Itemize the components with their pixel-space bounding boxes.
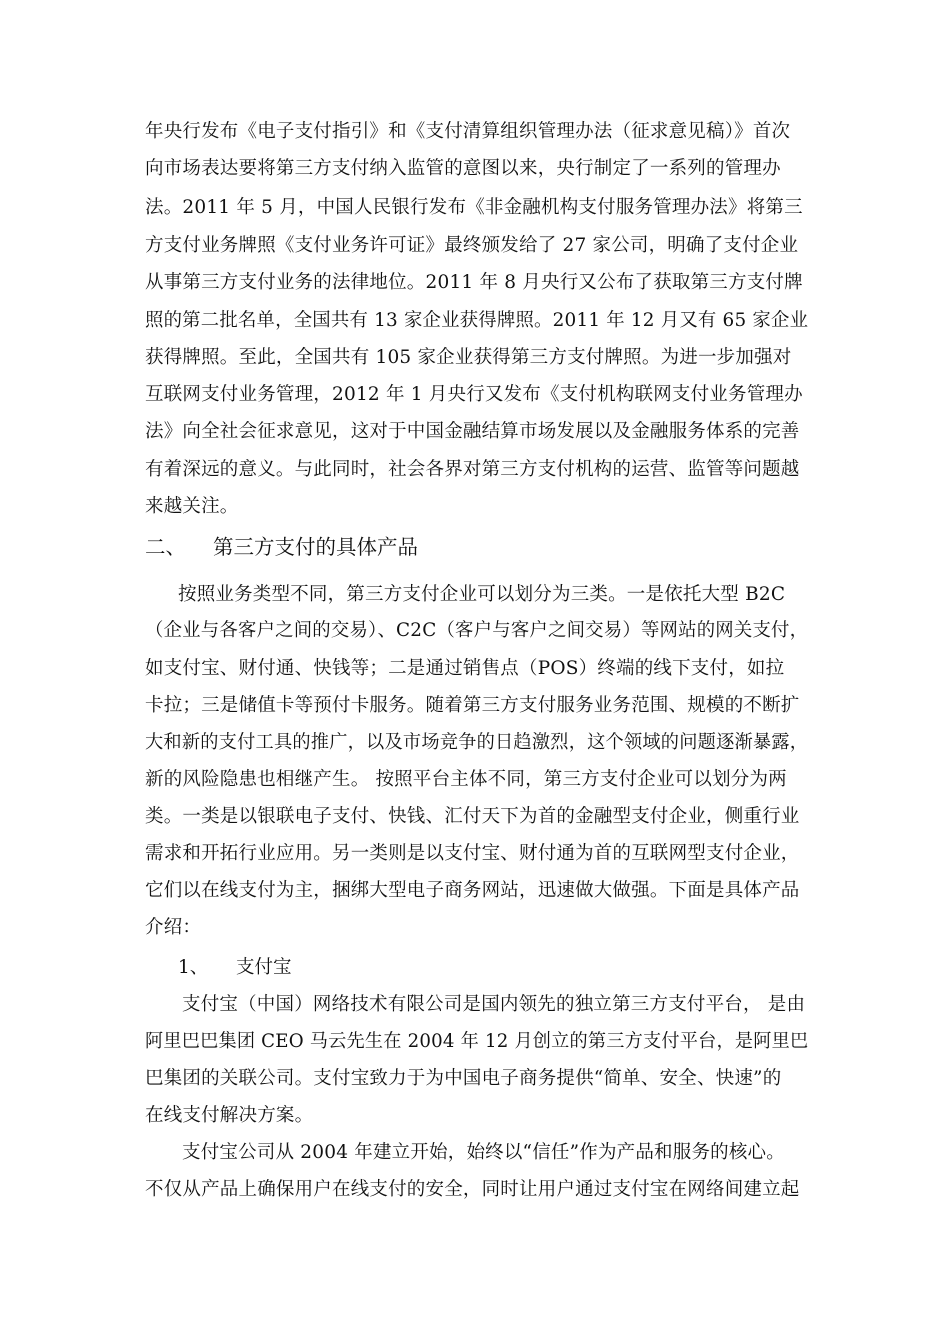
text-line: 大和新的支付工具的推广，以及市场竞争的日趋激烈，这个领域的问题逐渐暴露， [145, 732, 809, 753]
section-heading [145, 537, 418, 558]
text-line: 卡拉；三是储值卡等预付卡服务。随着第三方支付服务业务范围、规模的不断扩 [145, 695, 800, 716]
text-line: 互联网支付业务管理，2012 年 1 月央行又发布《支付机构联网支付业务管理办 [145, 384, 803, 405]
text-line: 法。2011 年 5 月，中国人民银行发布《非金融机构支付服务管理办法》将第三 [145, 197, 803, 218]
text-line: 在线支付解决方案。 [145, 1105, 314, 1126]
section-title: 第三方支付的具体产品 [213, 535, 418, 559]
text-line: 方支付业务牌照《支付业务许可证》最终颁发给了 27 家公司，明确了支付企业 [145, 235, 799, 256]
text-line: 不仅从产品上确保用户在线支付的安全，同时让用户通过支付宝在网络间建立起 [145, 1179, 800, 1200]
text-line: 支付宝（中国）网络技术有限公司是国内领先的独立第三方支付平台， 是由 [182, 994, 806, 1015]
text-line: 支付宝公司从 2004 年建立开始，始终以“信任”作为产品和服务的核心。 [182, 1142, 785, 1163]
text-line: 获得牌照。至此，全国共有 105 家企业获得第三方支付牌照。为进一步加强对 [145, 347, 792, 368]
text-line: 向市场表达要将第三方支付纳入监管的意图以来，央行制定了一系列的管理办 [145, 158, 781, 179]
text-line: 按照业务类型不同，第三方支付企业可以划分为三类。一是依托大型 B2C [178, 584, 786, 605]
text-line: 从事第三方支付业务的法律地位。2011 年 8 月央行又公布了获取第三方支付牌 [145, 272, 803, 293]
text-line: 巴集团的关联公司。支付宝致力于为中国电子商务提供“简单、安全、快速”的 [145, 1068, 782, 1089]
text-line: 介绍： [145, 917, 202, 938]
text-line: 新的风险隐患也相继产生。 按照平台主体不同，第三方支付企业可以划分为两 [145, 769, 787, 790]
subsection-number: 1、 [178, 957, 209, 978]
text-line: 照的第二批名单，全国共有 13 家企业获得牌照。2011 年 12 月又有 65 家企业 [145, 310, 809, 331]
text-line: 需求和开拓行业应用。另一类则是以支付宝、财付通为首的互联网型支付企业， [145, 843, 800, 864]
text-line: 年央行发布《电子支付指引》和《支付清算组织管理办法（征求意见稿）》首次 [145, 121, 791, 142]
text-line: 它们以在线支付为主，捆绑大型电子商务网站，迅速做大做强。下面是具体产品 [145, 880, 800, 901]
text-line: 类。一类是以银联电子支付、快钱、汇付天下为首的金融型支付企业，侧重行业 [145, 806, 800, 827]
text-line: 法》向全社会征求意见，这对于中国金融结算市场发展以及金融服务体系的完善 [145, 421, 800, 442]
text-line: 有着深远的意义。与此同时，社会各界对第三方支付机构的运营、监管等问题越 [145, 459, 800, 480]
text-line: 来越关注。 [145, 496, 239, 517]
section-number: 二、 [145, 535, 186, 559]
text-line: 阿里巴巴集团 CEO 马云先生在 2004 年 12 月创立的第三方支付平台，是阿里巴 [145, 1031, 809, 1052]
subsection-heading [178, 959, 292, 978]
subsection-title: 支付宝 [236, 957, 292, 978]
text-line: （企业与各客户之间的交易）、C2C（客户与客户之间交易）等网站的网关支付， [145, 620, 809, 641]
text-line: 如支付宝、财付通、快钱等；二是通过销售点（POS）终端的线下支付，如拉 [145, 658, 785, 679]
